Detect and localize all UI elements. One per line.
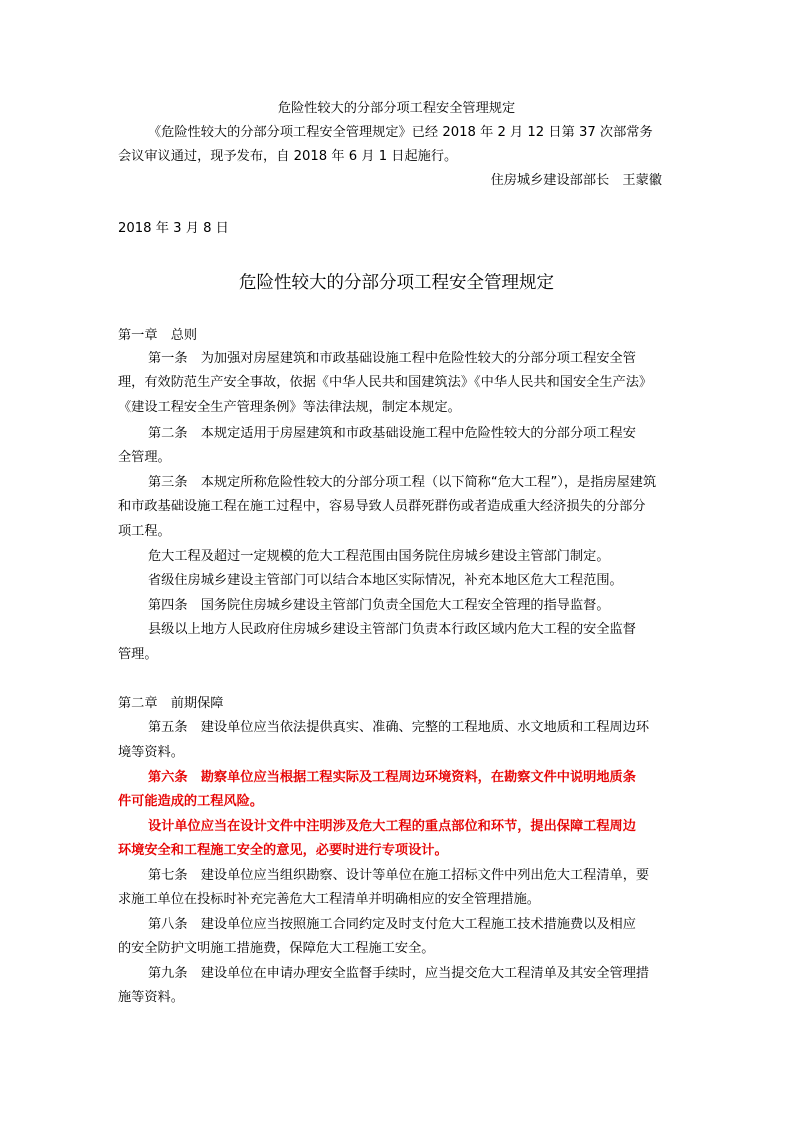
article-1-line-2: 理，有效防范生产安全事故，依据《中华人民共和国建筑法》《中华人民共和国安全生产法》: [118, 375, 653, 390]
decree-line-1: 《危险性较大的分部分项工程安全管理规定》已经 2018 年 2 月 12 日第 37 次部常务: [148, 125, 653, 140]
article-2-line-2: 全管理。: [118, 450, 171, 465]
article-9-line-1: 第九条 建设单位在申请办理安全监督手续时，应当提交危大工程清单及其安全管理措: [148, 966, 650, 981]
article-6-paragraph-2-line-2: 环境安全和工程施工安全的意见，必要时进行专项设计。: [118, 843, 448, 858]
article-2-line-1: 第二条 本规定适用于房屋建筑和市政基础设施工程中危险性较大的分部分项工程安: [148, 426, 636, 441]
article-7-line-2: 求施工单位在投标时补充完善危大工程清单并明确相应的安全管理措施。: [118, 892, 540, 907]
article-6-line-2: 件可能造成的工程风险。: [118, 794, 264, 809]
chapter-1-heading: 第一章 总则: [118, 328, 198, 343]
chapter-2-heading: 第二章 前期保障: [118, 696, 224, 711]
main-title: 危险性较大的分部分项工程安全管理规定: [239, 273, 554, 293]
article-8-line-2: 的安全防护文明施工措施费，保障危大工程施工安全。: [118, 941, 435, 956]
article-4: 第四条 国务院住房城乡建设主管部门负责全国危大工程安全管理的指导监督。: [148, 598, 610, 613]
date: 2018 年 3 月 8 日: [118, 221, 229, 236]
article-6-paragraph-2-line-1: 设计单位应当在设计文件中注明涉及危大工程的重点部位和环节，提出保障工程周边: [148, 819, 636, 834]
article-3-line-2: 和市政基础设施工程在施工过程中，容易导致人员群死群伤或者造成重大经济损失的分部分: [118, 499, 646, 514]
article-3-line-3: 项工程。: [118, 524, 171, 539]
article-6-line-1: 第六条 勘察单位应当根据工程实际及工程周边环境资料，在勘察文件中说明地质条: [148, 770, 636, 785]
decree-line-2: 会议审议通过，现予发布，自 2018 年 6 月 1 日起施行。: [118, 149, 458, 164]
article-3-line-1: 第三条 本规定所称危险性较大的分部分项工程（以下简称“危大工程”），是指房屋建筑: [148, 475, 657, 490]
article-3-paragraph-3: 省级住房城乡建设主管部门可以结合本地区实际情况，补充本地区危大工程范围。: [148, 573, 623, 588]
article-5-line-2: 境等资料。: [118, 745, 184, 760]
article-3-paragraph-2: 危大工程及超过一定规模的危大工程范围由国务院住房城乡建设主管部门制定。: [148, 549, 610, 564]
article-4-paragraph-2-line-2: 管理。: [118, 647, 158, 662]
article-1-line-3: 《建设工程安全生产管理条例》等法律法规，制定本规定。: [118, 400, 461, 415]
article-9-line-2: 施等资料。: [118, 990, 184, 1005]
header-title: 危险性较大的分部分项工程安全管理规定: [277, 101, 516, 116]
article-7-line-1: 第七条 建设单位应当组织勘察、设计等单位在施工招标文件中列出危大工程清单，要: [148, 868, 650, 883]
article-1-line-1: 第一条 为加强对房屋建筑和市政基础设施工程中危险性较大的分部分项工程安全管: [148, 351, 636, 366]
article-4-paragraph-2-line-1: 县级以上地方人民政府住房城乡建设主管部门负责本行政区域内危大工程的安全监督: [148, 622, 636, 637]
article-5-line-1: 第五条 建设单位应当依法提供真实、准确、完整的工程地质、水文地质和工程周边环: [148, 720, 650, 735]
article-8-line-1: 第八条 建设单位应当按照施工合同约定及时支付危大工程施工技术措施费以及相应: [148, 917, 636, 932]
signature: 住房城乡建设部部长 王蒙徽: [490, 173, 662, 188]
